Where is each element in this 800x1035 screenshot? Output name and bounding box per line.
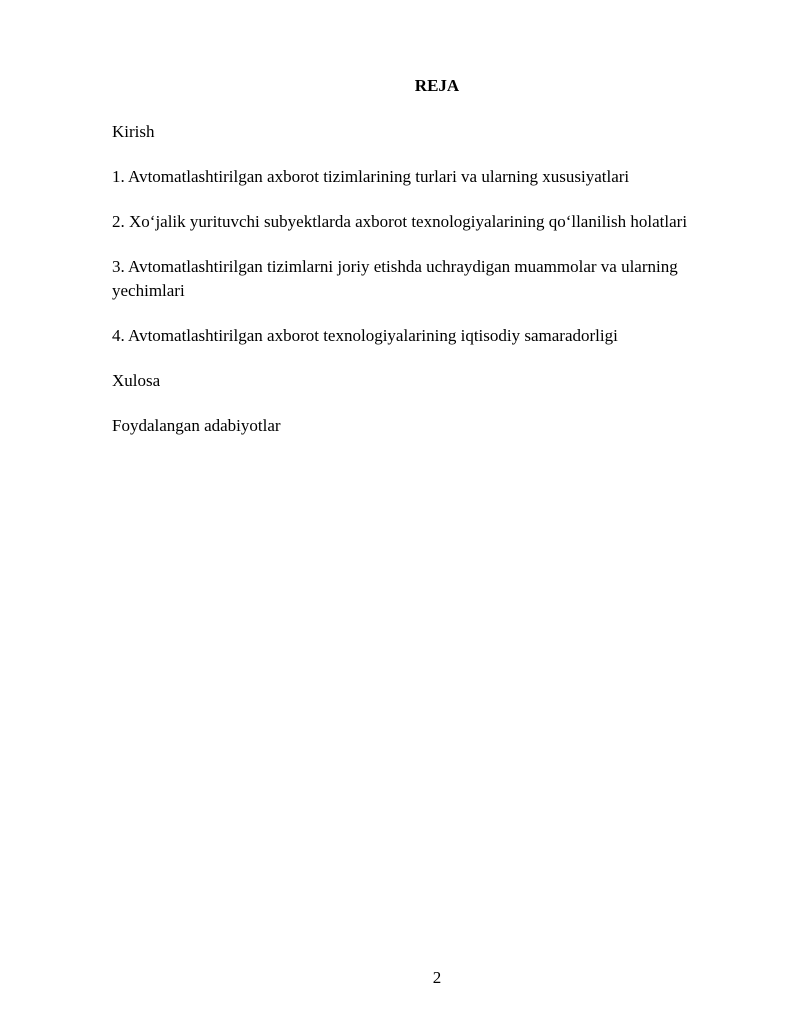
toc-item-4: 4. Avtomatlashtirilgan axborot texnologiyalarining iqtisodiy samaradorligi bbox=[112, 326, 618, 345]
toc-item-2: 2. Xo‘jalik yurituvchi subyektlarda axborot texnologiyalarining qo‘llanilish holatlari bbox=[112, 212, 688, 231]
toc-item-references: Foydalangan adabiyotlar bbox=[112, 416, 281, 435]
toc-item-3: 3. Avtomatlashtirilgan tizimlarni joriy etishda uchraydigan muammolar va ularning yechimlari bbox=[112, 257, 678, 300]
toc-item-introduction: Kirish bbox=[112, 122, 155, 141]
table-of-contents bbox=[112, 120, 732, 459]
toc-item-conclusion: Xulosa bbox=[112, 371, 161, 390]
page-number: 2 bbox=[432, 968, 442, 987]
toc-item-1: 1. Avtomatlashtirilgan axborot tizimlarining turlari va ularning xususiyatlari bbox=[112, 167, 630, 186]
page-title: REJA bbox=[414, 76, 460, 95]
